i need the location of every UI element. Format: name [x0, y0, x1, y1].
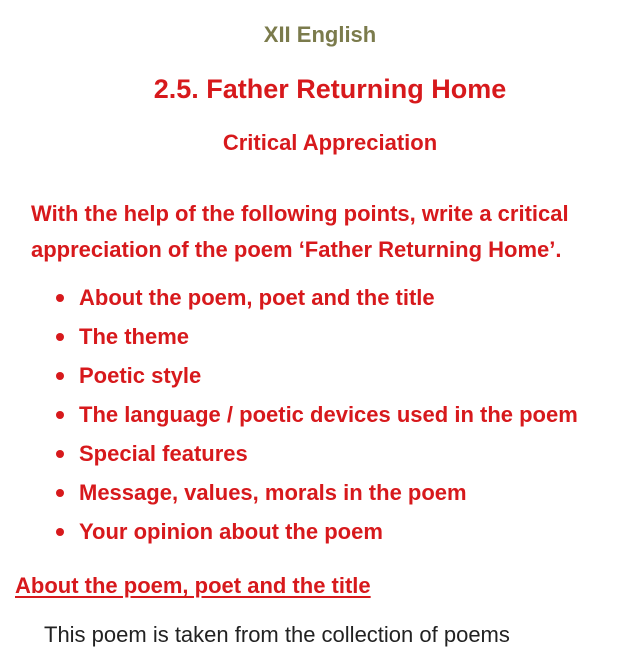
point-label: Message, values, morals in the poem: [79, 480, 467, 505]
body-paragraph: This poem is taken from the collection of poems: [44, 622, 510, 647]
list-item: [52, 439, 578, 478]
point-label: Special features: [79, 441, 248, 466]
list-item: [52, 517, 578, 556]
section-heading: About the poem, poet and the title: [15, 573, 371, 598]
bullet-icon: [56, 528, 64, 536]
list-item: [52, 322, 578, 361]
point-label: About the poem, poet and the title: [79, 285, 435, 310]
point-label: Poetic style: [79, 363, 202, 388]
bullet-icon: [56, 294, 64, 302]
instruction-text: With the help of the following points, write a critical appreciation of the poem ‘Father Returning Home’.: [31, 201, 569, 262]
list-item: [52, 478, 578, 517]
list-item: [52, 283, 578, 322]
points-list: [52, 283, 578, 556]
subject-label: XII English: [263, 22, 377, 47]
bullet-icon: [56, 372, 64, 380]
point-label: The language / poetic devices used in the poem: [79, 402, 578, 427]
list-item: [52, 361, 578, 400]
bullet-icon: [56, 411, 64, 419]
point-label: Your opinion about the poem: [79, 519, 383, 544]
page-title: 2.5. Father Returning Home: [153, 74, 507, 104]
bullet-icon: [56, 489, 64, 497]
list-item: [52, 400, 578, 439]
page-subtitle: Critical Appreciation: [222, 130, 438, 155]
bullet-icon: [56, 333, 64, 341]
point-label: The theme: [79, 324, 190, 349]
bullet-icon: [56, 450, 64, 458]
